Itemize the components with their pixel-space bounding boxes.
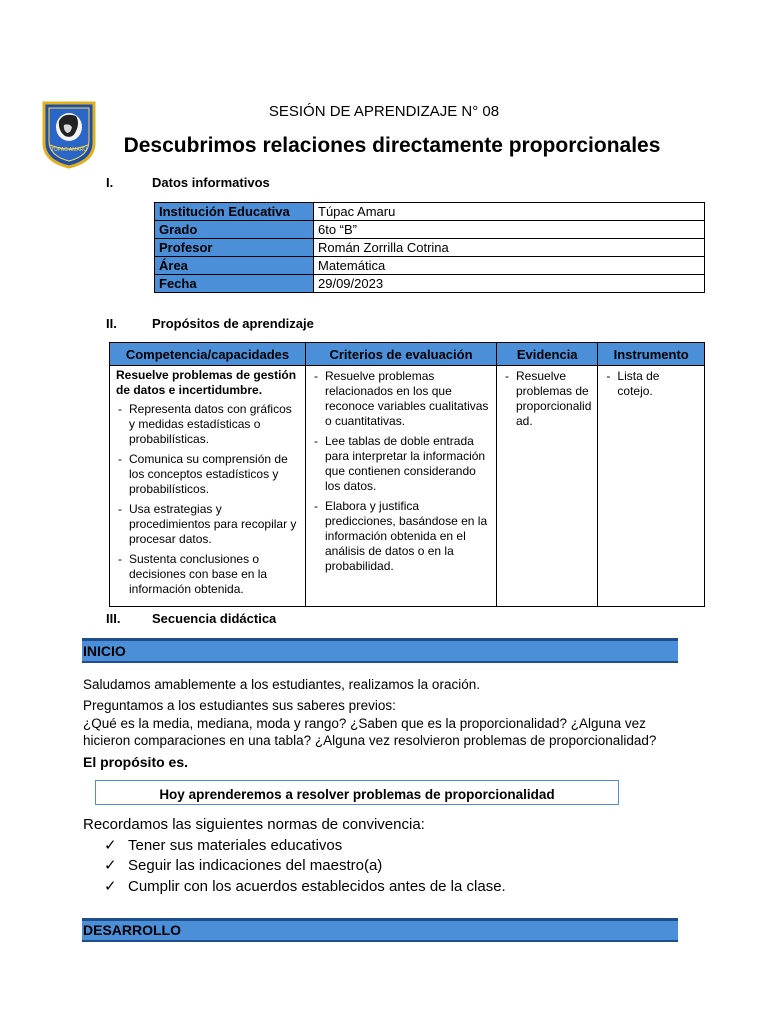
criteria-item: - Lee tablas de doble entrada para interpretar la información que contienen considerando los datos. [312,434,490,494]
page-title: Descubrimos relaciones directamente proporcionales [123,134,661,157]
info-label: Fecha [155,275,314,293]
col-header-competence: Competencia/capacidades [110,343,306,366]
evidence-cell [497,366,598,607]
competence-title: Resuelve problemas de gestión de datos e incertidumbre. [116,368,297,397]
criteria-item: - Elabora y justifica predicciones, basándose en la información obtenida en el análisis de datos o en la probabilidad. [312,499,490,574]
info-row [155,239,705,257]
col-header-evidence: Evidencia [497,343,598,366]
inicio-band: INICIO [82,638,678,663]
info-value: Túpac Amaru [314,203,705,221]
info-table [154,202,705,293]
instrument-item: - Lista de cotejo. [604,369,698,399]
session-title: SESIÓN DE APRENDIZAJE N° 08 [268,103,500,120]
info-row [155,257,705,275]
checkmark-icon: ✓ [104,836,117,854]
criteria-cell [306,366,497,607]
criteria-item: - Resuelve problemas relacionados en los que reconoce variables cualitativas o cuantitativas. [312,369,490,429]
info-label: Área [155,257,314,275]
col-header-instrument: Instrumento [598,343,705,366]
inicio-paragraph-2: Preguntamos a los estudiantes sus saberes previos: [83,698,396,713]
capacity-item: - Comunica su comprensión de los conceptos estadísticos y probabilísticos. [116,452,299,497]
norm-text: Tener sus materiales educativos [128,836,343,854]
capacity-item: - Usa estrategias y procedimientos para recopilar y procesar datos. [116,502,299,547]
norm-text: Seguir las indicaciones del maestro(a) [128,857,383,874]
norm-item [104,856,506,877]
checkmark-icon: ✓ [104,877,117,895]
purposes-header-row [110,343,705,366]
capacity-item: - Representa datos con gráficos y medidas estadísticas o probabilísticas. [116,402,299,447]
competence-cell [110,366,306,607]
info-value: Román Zorrilla Cotrina [314,239,705,257]
norm-text: Cumplir con los acuerdos establecidos antes de la clase. [128,877,506,895]
info-label: Profesor [155,239,314,257]
checkmark-icon: ✓ [104,857,117,874]
col-header-criteria: Criterios de evaluación [306,343,497,366]
section-2-number: II. [106,316,117,331]
section-1-number: I. [106,175,114,190]
purpose-label: El propósito es. [83,754,189,770]
desarrollo-band: DESARROLLO [82,918,678,942]
section-1-title: Datos informativos [152,175,270,190]
norms-section [83,815,506,897]
section-3-title: Secuencia didáctica [152,611,277,626]
purposes-table [109,342,705,607]
info-row [155,203,705,221]
purposes-row [110,366,705,607]
info-value: 6to “B” [314,221,705,239]
info-row [155,221,705,239]
evidence-item: - Resuelve problemas de proporcionalid ad. [503,369,591,429]
norm-item [104,877,506,898]
norm-item [104,836,506,857]
info-label: Grado [155,221,314,239]
info-value: Matemática [314,257,705,275]
capacity-item: - Sustenta conclusiones o decisiones con base en la información obtenida. [116,552,299,597]
norms-intro: Recordamos las siguientes normas de convivencia: [83,816,425,833]
crest-lettering: TUPAC AMARU [51,147,87,153]
section-3-number: III. [106,611,121,626]
info-label: Institución Educativa [155,203,314,221]
inicio-paragraph-1: Saludamos amablemente a los estudiantes, realizamos la oración. [83,677,480,692]
purpose-box: Hoy aprenderemos a resolver problemas de proporcionalidad [95,780,619,805]
section-2-title: Propósitos de aprendizaje [152,316,314,331]
inicio-questions: ¿Qué es la media, mediana, moda y rango? ¿Saben que es la proporcionalidad? ¿Alguna vez hicieron comparaciones en una tabla? ¿Alguna vez resolvieron problemas de proporcionalidad? [83,716,657,748]
info-value: 29/09/2023 [314,275,705,293]
info-row [155,275,705,293]
instrument-cell [598,366,705,607]
